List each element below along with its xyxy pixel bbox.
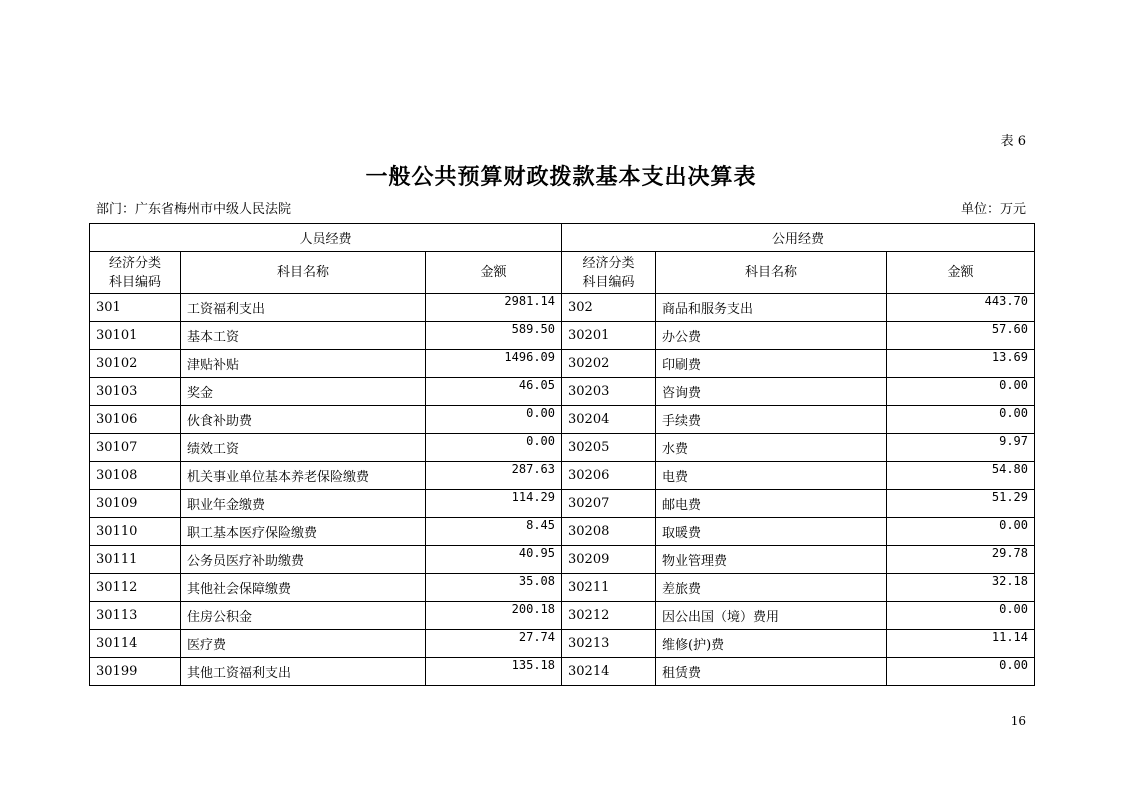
left-amount-cell: 589.50 xyxy=(426,322,562,350)
left-name-cell: 公务员医疗补助缴费 xyxy=(181,546,426,574)
header-code-line1: 经济分类 xyxy=(582,255,635,271)
right-name-cell: 维修(护)费 xyxy=(656,630,887,658)
right-code-cell: 30203 xyxy=(562,378,656,406)
right-code-cell: 30202 xyxy=(562,350,656,378)
header-code-right xyxy=(562,252,656,294)
left-name-cell: 基本工资 xyxy=(181,322,426,350)
left-name-cell: 职业年金缴费 xyxy=(181,490,426,518)
table-row xyxy=(90,462,1035,490)
left-name-cell: 其他社会保障缴费 xyxy=(181,574,426,602)
left-amount-cell: 135.18 xyxy=(426,658,562,686)
left-amount-cell: 46.05 xyxy=(426,378,562,406)
right-name-cell: 咨询费 xyxy=(656,378,887,406)
group-public: 公用经费 xyxy=(562,224,1035,252)
column-header-row xyxy=(90,252,1035,294)
table-row xyxy=(90,574,1035,602)
right-code-cell: 30209 xyxy=(562,546,656,574)
right-amount-cell: 0.00 xyxy=(887,602,1035,630)
right-code-cell: 30207 xyxy=(562,490,656,518)
right-code-cell: 30208 xyxy=(562,518,656,546)
left-amount-cell: 35.08 xyxy=(426,574,562,602)
table-row xyxy=(90,490,1035,518)
left-code-cell: 30106 xyxy=(90,406,181,434)
left-amount-cell: 0.00 xyxy=(426,434,562,462)
right-amount-cell: 443.70 xyxy=(887,294,1035,322)
left-code-cell: 30114 xyxy=(90,630,181,658)
right-code-cell: 302 xyxy=(562,294,656,322)
right-amount-cell: 0.00 xyxy=(887,378,1035,406)
left-code-cell: 30111 xyxy=(90,546,181,574)
table-row xyxy=(90,658,1035,686)
right-name-cell: 邮电费 xyxy=(656,490,887,518)
left-amount-cell: 1496.09 xyxy=(426,350,562,378)
department-label: 部门：广东省梅州市中级人民法院 xyxy=(96,202,292,217)
table-row xyxy=(90,602,1035,630)
table-row xyxy=(90,406,1035,434)
unit-label: 单位：万元 xyxy=(960,202,1026,217)
left-code-cell: 30199 xyxy=(90,658,181,686)
left-name-cell: 住房公积金 xyxy=(181,602,426,630)
table-row xyxy=(90,350,1035,378)
right-code-cell: 30205 xyxy=(562,434,656,462)
right-name-cell: 因公出国（境）费用 xyxy=(656,602,887,630)
table-row xyxy=(90,294,1035,322)
right-name-cell: 水费 xyxy=(656,434,887,462)
right-code-cell: 30211 xyxy=(562,574,656,602)
right-name-cell: 租赁费 xyxy=(656,658,887,686)
header-amount-right: 金额 xyxy=(887,252,1035,294)
left-name-cell: 奖金 xyxy=(181,378,426,406)
header-code-line2: 科目编码 xyxy=(582,274,635,290)
right-amount-cell: 0.00 xyxy=(887,518,1035,546)
group-header-row xyxy=(90,224,1035,252)
right-name-cell: 手续费 xyxy=(656,406,887,434)
right-amount-cell: 54.80 xyxy=(887,462,1035,490)
right-code-cell: 30206 xyxy=(562,462,656,490)
right-amount-cell: 51.29 xyxy=(887,490,1035,518)
right-code-cell: 30214 xyxy=(562,658,656,686)
header-name-left: 科目名称 xyxy=(181,252,426,294)
left-amount-cell: 2981.14 xyxy=(426,294,562,322)
right-code-cell: 30213 xyxy=(562,630,656,658)
right-code-cell: 30201 xyxy=(562,322,656,350)
right-amount-cell: 9.97 xyxy=(887,434,1035,462)
table-row xyxy=(90,630,1035,658)
left-amount-cell: 200.18 xyxy=(426,602,562,630)
left-code-cell: 30113 xyxy=(90,602,181,630)
right-amount-cell: 0.00 xyxy=(887,406,1035,434)
left-amount-cell: 114.29 xyxy=(426,490,562,518)
right-amount-cell: 0.00 xyxy=(887,658,1035,686)
right-name-cell: 物业管理费 xyxy=(656,546,887,574)
left-code-cell: 30107 xyxy=(90,434,181,462)
right-code-cell: 30204 xyxy=(562,406,656,434)
right-name-cell: 取暖费 xyxy=(656,518,887,546)
right-amount-cell: 32.18 xyxy=(887,574,1035,602)
header-name-right: 科目名称 xyxy=(656,252,887,294)
page-number: 16 xyxy=(1010,714,1026,728)
table-row xyxy=(90,322,1035,350)
left-code-cell: 30101 xyxy=(90,322,181,350)
table-row xyxy=(90,518,1035,546)
right-amount-cell: 57.60 xyxy=(887,322,1035,350)
left-name-cell: 医疗费 xyxy=(181,630,426,658)
table-row xyxy=(90,378,1035,406)
left-amount-cell: 40.95 xyxy=(426,546,562,574)
left-name-cell: 伙食补助费 xyxy=(181,406,426,434)
right-name-cell: 印刷费 xyxy=(656,350,887,378)
header-code-line1: 经济分类 xyxy=(108,255,161,271)
left-code-cell: 30110 xyxy=(90,518,181,546)
left-amount-cell: 287.63 xyxy=(426,462,562,490)
left-code-cell: 30103 xyxy=(90,378,181,406)
left-amount-cell: 8.45 xyxy=(426,518,562,546)
left-code-cell: 30108 xyxy=(90,462,181,490)
right-amount-cell: 29.78 xyxy=(887,546,1035,574)
header-code-line2: 科目编码 xyxy=(108,274,161,290)
right-name-cell: 电费 xyxy=(656,462,887,490)
group-personnel: 人员经费 xyxy=(90,224,562,252)
left-name-cell: 机关事业单位基本养老保险缴费 xyxy=(181,462,426,490)
table-number: 表 6 xyxy=(1000,134,1026,149)
expenditure-table xyxy=(89,223,1035,686)
left-code-cell: 30109 xyxy=(90,490,181,518)
left-code-cell: 301 xyxy=(90,294,181,322)
left-code-cell: 30112 xyxy=(90,574,181,602)
left-amount-cell: 27.74 xyxy=(426,630,562,658)
table-row xyxy=(90,546,1035,574)
right-name-cell: 差旅费 xyxy=(656,574,887,602)
left-name-cell: 津贴补贴 xyxy=(181,350,426,378)
left-name-cell: 职工基本医疗保险缴费 xyxy=(181,518,426,546)
left-name-cell: 工资福利支出 xyxy=(181,294,426,322)
right-name-cell: 办公费 xyxy=(656,322,887,350)
right-amount-cell: 13.69 xyxy=(887,350,1035,378)
right-name-cell: 商品和服务支出 xyxy=(656,294,887,322)
table-row xyxy=(90,434,1035,462)
left-name-cell: 绩效工资 xyxy=(181,434,426,462)
left-name-cell: 其他工资福利支出 xyxy=(181,658,426,686)
header-code-left xyxy=(90,252,181,294)
left-code-cell: 30102 xyxy=(90,350,181,378)
right-code-cell: 30212 xyxy=(562,602,656,630)
header-amount-left: 金额 xyxy=(426,252,562,294)
page-title: 一般公共预算财政拨款基本支出决算表 xyxy=(365,165,757,190)
right-amount-cell: 11.14 xyxy=(887,630,1035,658)
left-amount-cell: 0.00 xyxy=(426,406,562,434)
